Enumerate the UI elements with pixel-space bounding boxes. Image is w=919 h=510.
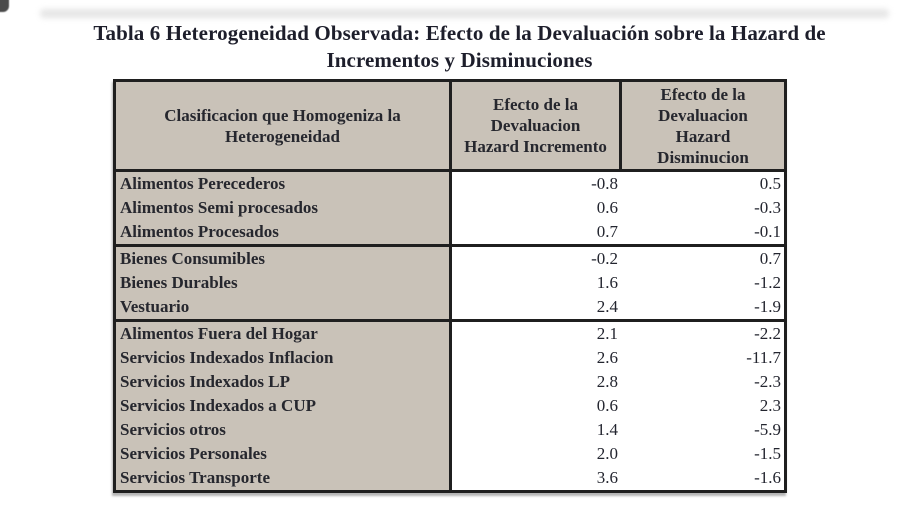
hazard-incremento-value: -0.2 [591,249,618,268]
row-label: Alimentos Fuera del Hogar [116,322,452,346]
hazard-disminucion-value: 2.3 [759,396,781,415]
hazard-incremento-value: 2.0 [596,444,618,463]
header-line: Devaluacion [658,105,748,125]
header-line: Hazard Incremento [464,137,607,156]
hazard-disminucion-value: 0.7 [759,249,781,268]
hazard-incremento-value: 2.1 [596,324,618,343]
hazard-disminucion-value: -11.7 [746,348,781,367]
table-row [116,172,784,196]
header-line: Hazard [675,126,731,146]
hazard-disminucion-value: -0.3 [754,198,781,217]
hazard-disminucion-value: -2.3 [754,372,781,391]
header-hazard-incremento [452,82,622,169]
scan-artifact-smudge [40,9,889,18]
hazard-disminucion-value: -1.2 [754,273,781,292]
hazard-disminucion-value: -0.1 [754,222,781,241]
hazard-disminucion-value: -5.9 [754,420,781,439]
hazard-incremento-value: 0.6 [596,396,618,415]
table-row [116,271,784,295]
hazard-incremento-value: 2.8 [596,372,618,391]
hazard-incremento-value: 0.7 [596,222,618,241]
hazard-incremento-value: 1.4 [596,420,618,439]
row-group [116,172,784,244]
hazard-disminucion-value: -1.9 [754,297,781,316]
header-clasificacion [116,82,452,169]
table-title-line1: Tabla 6 Heterogeneidad Observada: Efecto de la Devaluación sobre la Hazard de [93,21,826,45]
table-row [116,322,784,346]
header-hazard-disminucion [622,82,784,169]
table-title-line2: Incrementos y Disminuciones [326,48,593,72]
row-label: Servicios Indexados LP [116,370,452,394]
row-label: Vestuario [116,295,452,319]
row-label: Alimentos Procesados [116,220,452,244]
scan-artifact-corner-mark [0,0,9,12]
header-line: Devaluacion [490,116,581,135]
hazard-disminucion-value: -2.2 [754,324,781,343]
row-label: Alimentos Perecederos [116,172,452,196]
table-row [116,346,784,370]
hazard-disminucion-value: 0.5 [759,174,781,193]
table-row [116,196,784,220]
row-group [116,319,784,490]
table-row [116,418,784,442]
table-header-row [116,82,784,172]
row-label: Servicios Indexados Inflacion [116,346,452,370]
table-row [116,370,784,394]
header-line: Efecto de la [493,95,578,114]
row-label: Servicios Indexados a CUP [116,394,452,418]
row-group [116,244,784,319]
hazard-incremento-value: 3.6 [596,468,618,487]
row-label: Servicios otros [116,418,452,442]
row-label: Servicios Personales [116,442,452,466]
row-label: Alimentos Semi procesados [116,196,452,220]
data-table [113,79,787,493]
hazard-incremento-value: -0.8 [591,174,618,193]
table-row [116,247,784,271]
hazard-incremento-value: 1.6 [596,273,618,292]
table-title [0,20,919,74]
table-row [116,295,784,319]
hazard-incremento-value: 2.6 [596,348,618,367]
header-line: Efecto de la [660,84,746,104]
table-row [116,220,784,244]
table-row [116,394,784,418]
table-row [116,466,784,490]
header-line: Heterogeneidad [225,126,340,146]
row-label: Bienes Durables [116,271,452,295]
hazard-incremento-value: 0.6 [596,198,618,217]
hazard-incremento-value: 2.4 [596,297,618,316]
header-line: Clasificacion que Homogeniza la [164,105,401,125]
hazard-disminucion-value: -1.6 [754,468,781,487]
table-row [116,442,784,466]
table-body [116,172,784,490]
row-label: Servicios Transporte [116,466,452,490]
hazard-disminucion-value: -1.5 [754,444,781,463]
header-line: Disminucion [657,147,749,167]
row-label: Bienes Consumibles [116,247,452,271]
